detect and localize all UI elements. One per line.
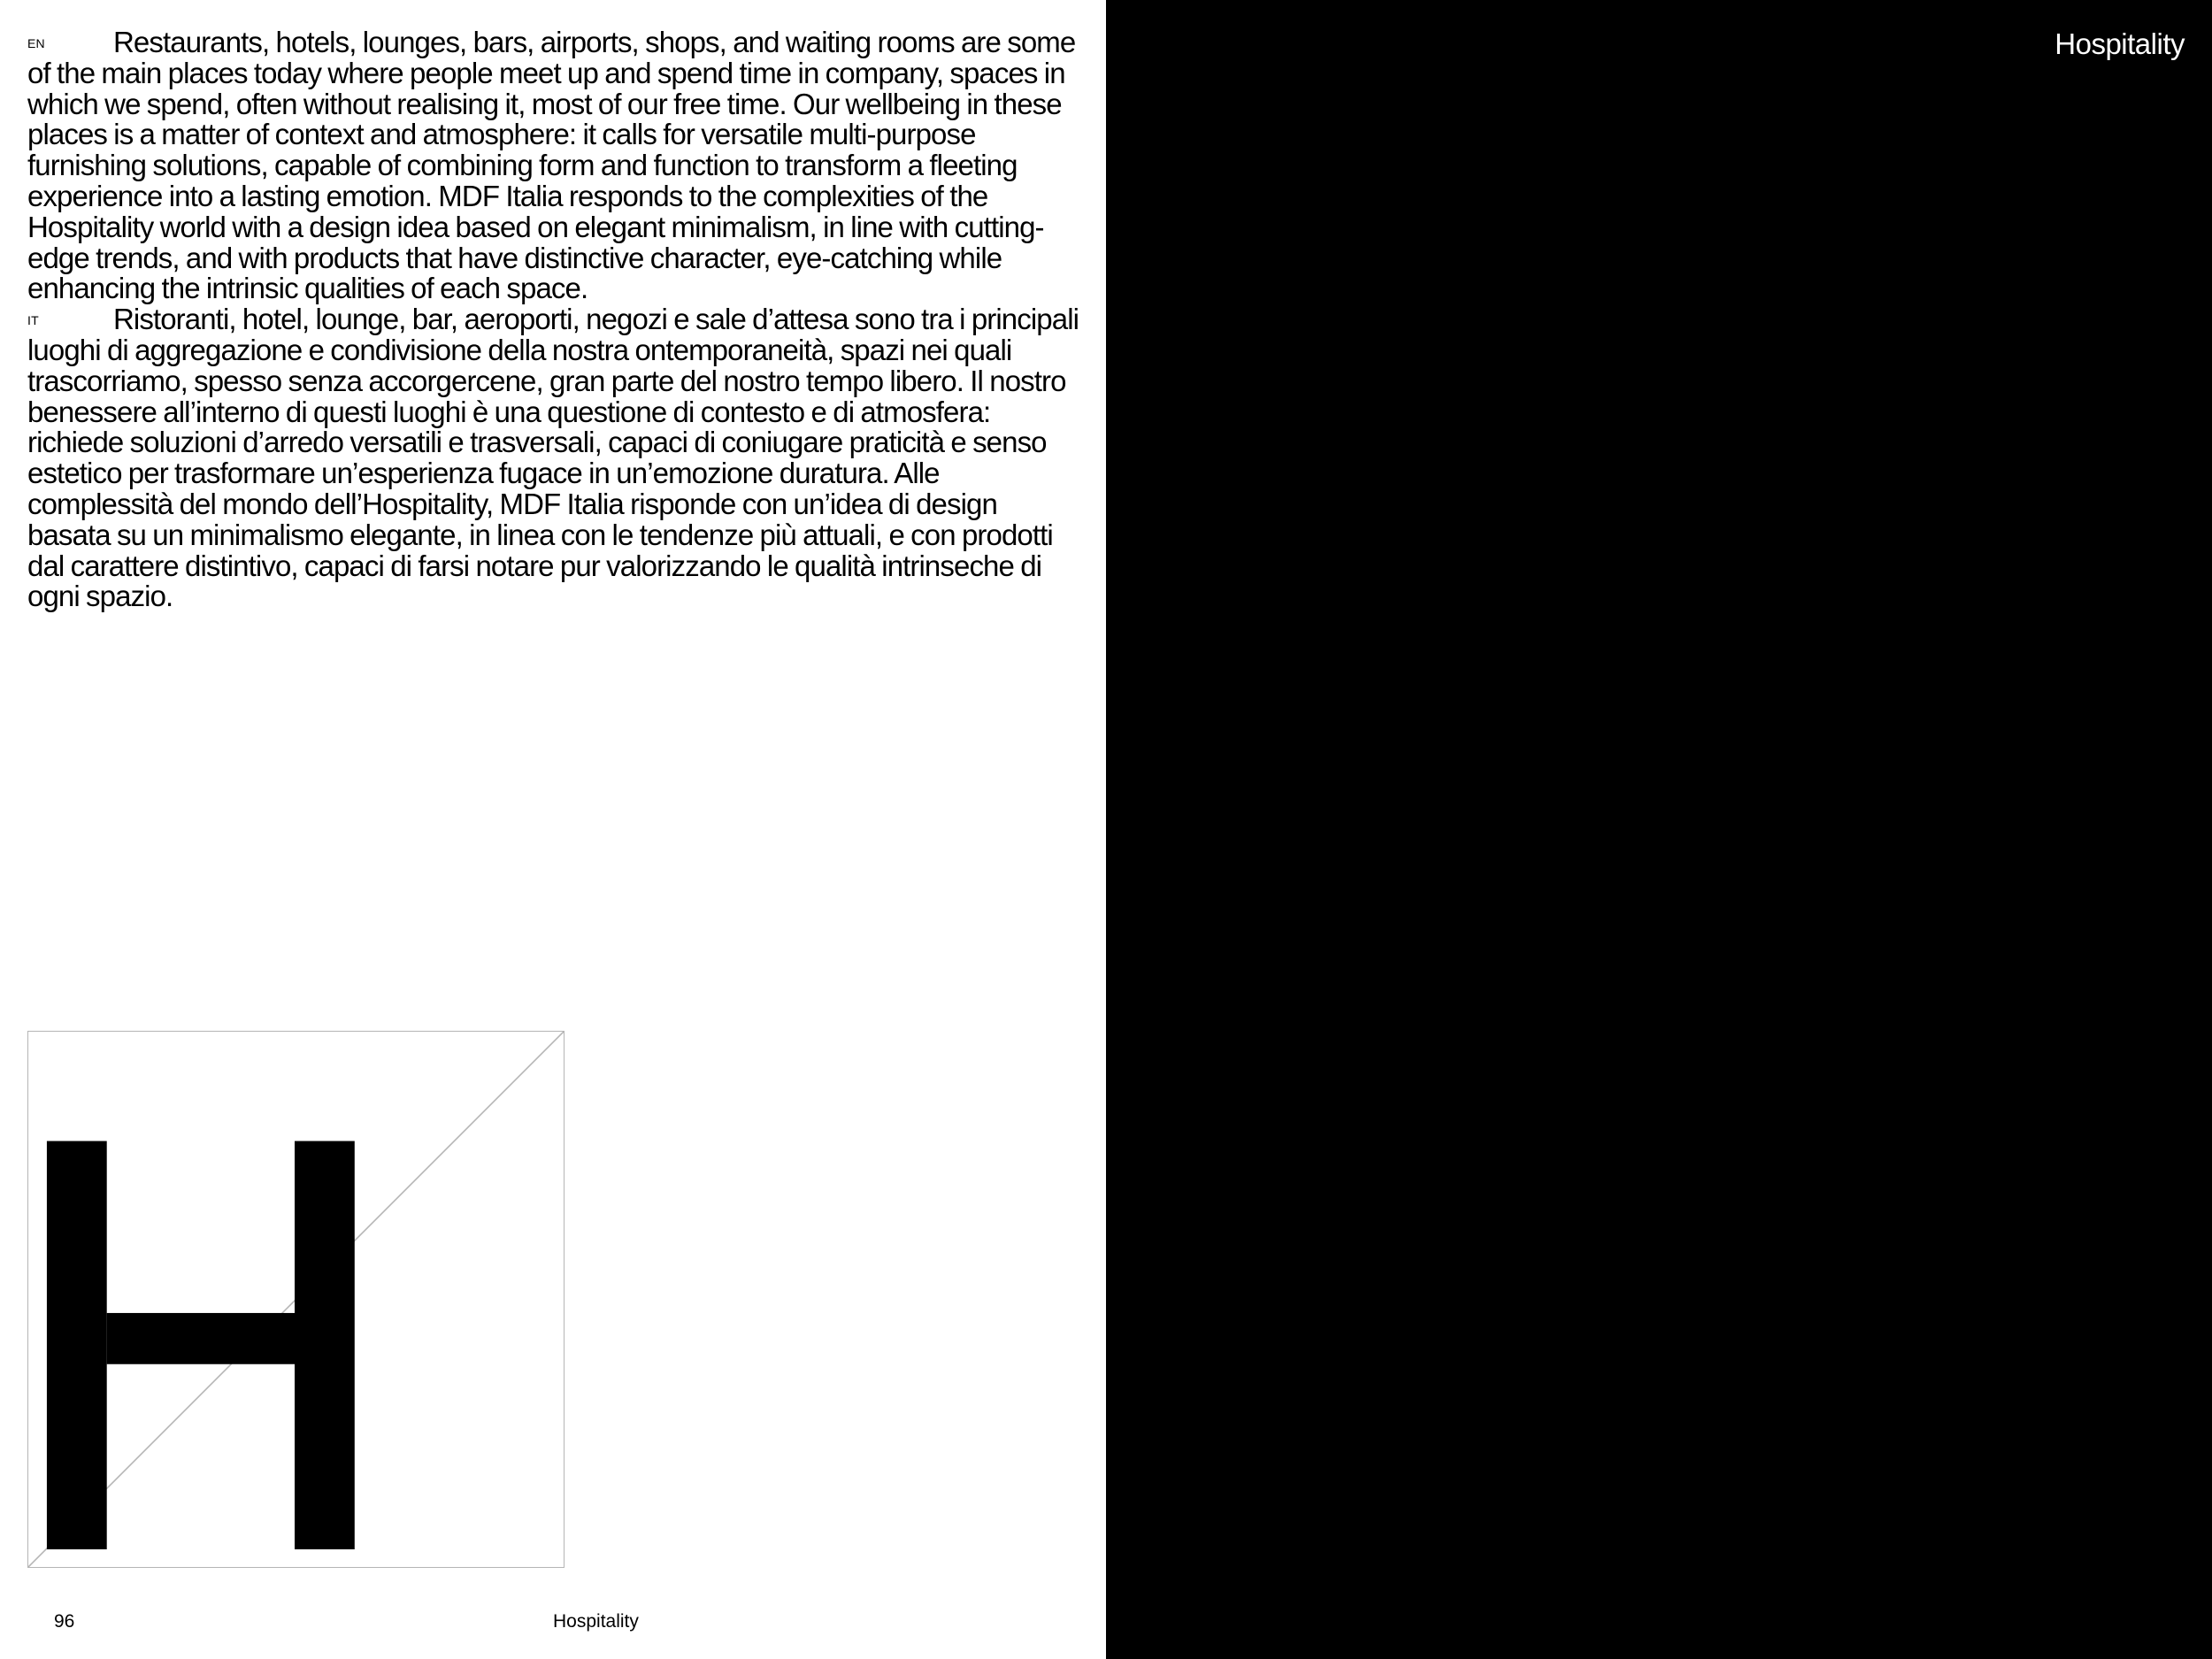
paragraph-text-en: Restaurants, hotels, lounges, bars, airports, shops, and waiting rooms are some of the main places today where people meet up and spend time in company, spaces in which we spend, often without realising it, most of our free time. Our wellbeing in these places is a matter of context and atmosphere: it calls for versatile multi-purpose furnishing solutions, capable of combining form and function to transform a fleeting experience into a lasting emotion. MDF Italia responds to the complexities of the Hospitality world with a design idea based on elegant minimalism, in line with cutting-edge trends, and with products that have distinctive character, eye-catching while enhancing the intrinsic qualities of each space. (27, 26, 1076, 305)
paragraph-text-it: Ristoranti, hotel, lounge, bar, aeroporti, negozi e sale d’attesa sono tra i principali luoghi di aggregazione e condivisione della nostra ontemporaneità, spazi nei quali trascorriamo, spesso senza accorgercene, gran parte del nostro tempo libero. Il nostro benessere all’interno di questi luoghi è una questione di contesto e di atmosfera: richiede soluzioni d’arredo versatili e trasversali, capaci di coniugare praticità e senso estetico per trasformare un’esperienza fugace in un’emozione duratura. Alle complessità del mondo dell’Hospitality, MDF Italia risponde con un’idea di design basata su un minimalismo elegante, in linea con le tendenze più attuali, e con prodotti dal carattere distintivo, capaci di farsi notare pur valorizzando le qualità intrinseche di ogni spazio. (27, 303, 1079, 613)
paragraph-it (27, 304, 1085, 612)
footer-section-title: Hospitality (553, 1611, 639, 1632)
right-page (1106, 0, 2212, 1659)
language-tag-en: EN (27, 36, 45, 50)
paragraph-en (27, 27, 1085, 304)
language-tag-it: IT (27, 313, 39, 328)
letter-h-crossbar (107, 1313, 295, 1364)
letter-h-graphic (27, 1031, 565, 1568)
letter-h-left-stem (47, 1141, 107, 1549)
page-number: 96 (54, 1611, 75, 1632)
body-text (27, 27, 1085, 612)
letter-h-right-stem (295, 1141, 355, 1549)
letter-h-icon (28, 1032, 564, 1567)
section-title: Hospitality (2055, 27, 2185, 60)
